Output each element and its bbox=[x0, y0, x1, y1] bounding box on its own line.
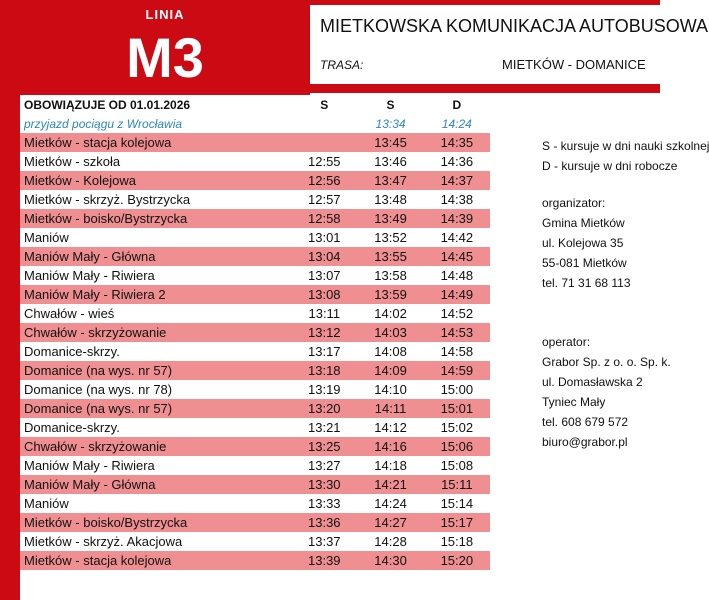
departure-time: 14:49 bbox=[424, 285, 490, 304]
table-row bbox=[20, 551, 490, 570]
departure-time: 14:21 bbox=[357, 475, 423, 494]
stop-name: Chwałów - wieś bbox=[24, 306, 115, 321]
departure-time: 13:46 bbox=[374, 154, 407, 169]
stop-name: Maniów Mały - Riwiera bbox=[24, 268, 155, 283]
departure-time: 14:08 bbox=[374, 344, 407, 359]
table-row bbox=[20, 266, 490, 285]
stop-name: Mietków - stacja kolejowa bbox=[20, 133, 291, 152]
trasa-label: TRASA: bbox=[320, 58, 364, 72]
stop-name: Maniów Mały - Riwiera 2 bbox=[20, 285, 291, 304]
departure-time: 12:58 bbox=[291, 209, 357, 228]
table-row bbox=[20, 418, 490, 437]
departure-time: 14:58 bbox=[440, 344, 474, 359]
departure-time: 13:47 bbox=[357, 171, 423, 190]
stop-name: Domanice (na wys. nr 57) bbox=[20, 399, 291, 418]
departure-time: 13:49 bbox=[357, 209, 423, 228]
departure-time: 13:58 bbox=[374, 268, 407, 283]
operator-line: tel. 608 679 572 bbox=[542, 415, 629, 429]
departure-time: 13:08 bbox=[291, 285, 357, 304]
table-row bbox=[20, 133, 490, 152]
departure-time: 13:30 bbox=[291, 475, 357, 494]
header-top-rule bbox=[310, 0, 660, 5]
departure-time: 14:02 bbox=[374, 306, 407, 321]
departure-time: 12:55 bbox=[308, 154, 341, 169]
departure-time: 15:02 bbox=[440, 420, 474, 435]
departure-time: 13:19 bbox=[308, 382, 341, 397]
legend-d: D - kursuje w dni robocze bbox=[542, 159, 678, 173]
stop-name: Domanice (na wys. nr 57) bbox=[20, 361, 291, 380]
departure-time: 13:33 bbox=[308, 496, 341, 511]
organizer-info bbox=[542, 193, 631, 293]
train-arrival-label: przyjazd pociągu z Wrocławia bbox=[24, 116, 183, 131]
departure-time: 14:39 bbox=[424, 209, 490, 228]
stop-name: Mietków - skrzyż. Akacjowa bbox=[24, 534, 183, 549]
departure-time: 14:59 bbox=[424, 361, 490, 380]
line-logo bbox=[20, 0, 310, 95]
operator-line: ul. Domasławska 2 bbox=[542, 375, 643, 389]
stop-name: Domanice (na wys. nr 78) bbox=[24, 382, 173, 397]
company-name: MIETKOWSKA KOMUNIKACJA AUTOBUSOWA bbox=[320, 16, 709, 36]
departure-time: 15:08 bbox=[440, 458, 474, 473]
organizer-label: organizator: bbox=[542, 196, 606, 210]
table-row bbox=[20, 285, 490, 304]
organizer-line: Gmina Mietków bbox=[542, 216, 625, 230]
table-row bbox=[20, 437, 490, 456]
departure-time: 14:35 bbox=[424, 133, 490, 152]
departure-time: 15:01 bbox=[424, 399, 490, 418]
departure-time: 13:48 bbox=[374, 192, 407, 207]
line-number: M3 bbox=[126, 26, 204, 89]
departure-time: 14:10 bbox=[374, 382, 407, 397]
departure-time: 13:36 bbox=[291, 513, 357, 532]
trasa-value: MIETKÓW - DOMANICE bbox=[502, 57, 646, 72]
table-row bbox=[20, 456, 490, 475]
table-row bbox=[20, 228, 490, 247]
stop-name: Mietków - Kolejowa bbox=[20, 171, 291, 190]
table-row bbox=[20, 209, 490, 228]
operator-info bbox=[542, 332, 671, 452]
departure-time: 13:21 bbox=[308, 420, 341, 435]
stop-name: Mietków - skrzyż. Bystrzycka bbox=[24, 192, 191, 207]
departure-time: 12:57 bbox=[308, 192, 341, 207]
departure-time: 14:12 bbox=[374, 420, 407, 435]
departure-time: 13:52 bbox=[374, 230, 407, 245]
stop-name: Domanice-skrzy. bbox=[24, 420, 120, 435]
departure-time: 14:48 bbox=[440, 268, 474, 283]
departure-time: 14:38 bbox=[440, 192, 474, 207]
operator-email: biuro@grabor.pl bbox=[542, 435, 628, 449]
table-row bbox=[20, 171, 490, 190]
departure-time: 15:06 bbox=[424, 437, 490, 456]
operator-label: operator: bbox=[542, 335, 591, 349]
departure-time: 13:18 bbox=[291, 361, 357, 380]
organizer-line: tel. 71 31 68 113 bbox=[542, 276, 631, 290]
table-row bbox=[20, 361, 490, 380]
departure-time: 14:27 bbox=[357, 513, 423, 532]
departure-time: 14:53 bbox=[424, 323, 490, 342]
departure-time: 14:37 bbox=[424, 171, 490, 190]
departure-time: 14:28 bbox=[374, 534, 407, 549]
stop-name: Mietków - boisko/Bystrzycka bbox=[20, 209, 291, 228]
table-row bbox=[20, 475, 490, 494]
departure-time: 15:00 bbox=[440, 382, 474, 397]
departure-time: 14:36 bbox=[440, 154, 474, 169]
departure-time: 14:11 bbox=[357, 399, 423, 418]
table-row bbox=[20, 190, 490, 209]
timetable bbox=[20, 95, 490, 570]
table-row bbox=[20, 304, 490, 323]
stop-name: Chwałów - skrzyżowanie bbox=[20, 437, 291, 456]
departure-time: 13:45 bbox=[357, 133, 423, 152]
stop-name: Mietków - stacja kolejowa bbox=[20, 551, 291, 570]
departure-time: 13:04 bbox=[291, 247, 357, 266]
departure-time: 13:07 bbox=[308, 268, 341, 283]
departure-time: 15:18 bbox=[440, 534, 474, 549]
table-row bbox=[20, 323, 490, 342]
departure-time bbox=[291, 133, 357, 152]
departure-time: 13:25 bbox=[291, 437, 357, 456]
train-arrival-time bbox=[291, 114, 357, 133]
stop-name: Maniów Mały - Riwiera bbox=[24, 458, 155, 473]
departure-time: 13:20 bbox=[291, 399, 357, 418]
departure-time: 14:24 bbox=[374, 496, 407, 511]
timetable-header-row bbox=[20, 95, 490, 114]
table-row bbox=[20, 513, 490, 532]
header bbox=[310, 0, 709, 93]
train-arrival-time: 13:34 bbox=[375, 116, 406, 131]
departure-time: 15:17 bbox=[424, 513, 490, 532]
departure-time: 15:14 bbox=[440, 496, 474, 511]
stop-name: Maniów Mały - Główna bbox=[20, 247, 291, 266]
table-row bbox=[20, 342, 490, 361]
table-row bbox=[20, 152, 490, 171]
departure-time: 13:17 bbox=[308, 344, 341, 359]
departure-time: 13:27 bbox=[308, 458, 341, 473]
departure-time: 13:59 bbox=[357, 285, 423, 304]
column-header: S bbox=[320, 97, 329, 112]
operator-line: Tyniec Mały bbox=[542, 395, 606, 409]
departure-time: 14:03 bbox=[357, 323, 423, 342]
train-arrival-time: 14:24 bbox=[441, 116, 472, 131]
left-red-bar bbox=[0, 0, 20, 600]
stop-name: Chwałów - skrzyżowanie bbox=[20, 323, 291, 342]
departure-time: 14:16 bbox=[357, 437, 423, 456]
stop-name: Mietków - szkoła bbox=[24, 154, 121, 169]
legend-s: S - kursuje w dni nauki szkolnej bbox=[542, 139, 709, 153]
stop-name: Maniów bbox=[24, 496, 69, 511]
departure-time: 13:39 bbox=[291, 551, 357, 570]
departure-time: 15:20 bbox=[424, 551, 490, 570]
table-row bbox=[20, 532, 490, 551]
departure-time: 14:45 bbox=[424, 247, 490, 266]
organizer-line: ul. Kolejowa 35 bbox=[542, 236, 624, 250]
valid-from: OBOWIĄZUJE OD 01.01.2026 bbox=[24, 97, 191, 112]
table-row bbox=[20, 399, 490, 418]
organizer-line: 55-081 Mietków bbox=[542, 256, 627, 270]
column-header: D bbox=[452, 97, 462, 112]
column-header: S bbox=[386, 97, 395, 112]
timetable-body bbox=[20, 133, 490, 570]
departure-time: 13:11 bbox=[308, 306, 341, 321]
stop-name: Domanice-skrzy. bbox=[24, 344, 120, 359]
departure-time: 14:52 bbox=[440, 306, 474, 321]
stop-name: Maniów bbox=[24, 230, 69, 245]
stop-name: Maniów Mały - Główna bbox=[20, 475, 291, 494]
departure-time: 13:12 bbox=[291, 323, 357, 342]
departure-time: 14:42 bbox=[440, 230, 474, 245]
departure-time: 13:55 bbox=[357, 247, 423, 266]
departure-time: 14:30 bbox=[357, 551, 423, 570]
table-row bbox=[20, 247, 490, 266]
table-row bbox=[20, 494, 490, 513]
stop-name: Mietków - boisko/Bystrzycka bbox=[20, 513, 291, 532]
header-bottom-rule bbox=[310, 84, 660, 93]
table-row bbox=[20, 380, 490, 399]
departure-time: 13:37 bbox=[308, 534, 341, 549]
departure-time: 14:09 bbox=[357, 361, 423, 380]
departure-time: 14:18 bbox=[374, 458, 407, 473]
departure-time: 15:11 bbox=[424, 475, 490, 494]
departure-time: 12:56 bbox=[291, 171, 357, 190]
departure-time: 13:01 bbox=[308, 230, 341, 245]
legend bbox=[542, 136, 709, 176]
linia-label: LINIA bbox=[145, 7, 185, 22]
operator-line: Grabor Sp. z o. o. Sp. k. bbox=[542, 355, 671, 369]
train-arrival-row bbox=[20, 114, 490, 133]
